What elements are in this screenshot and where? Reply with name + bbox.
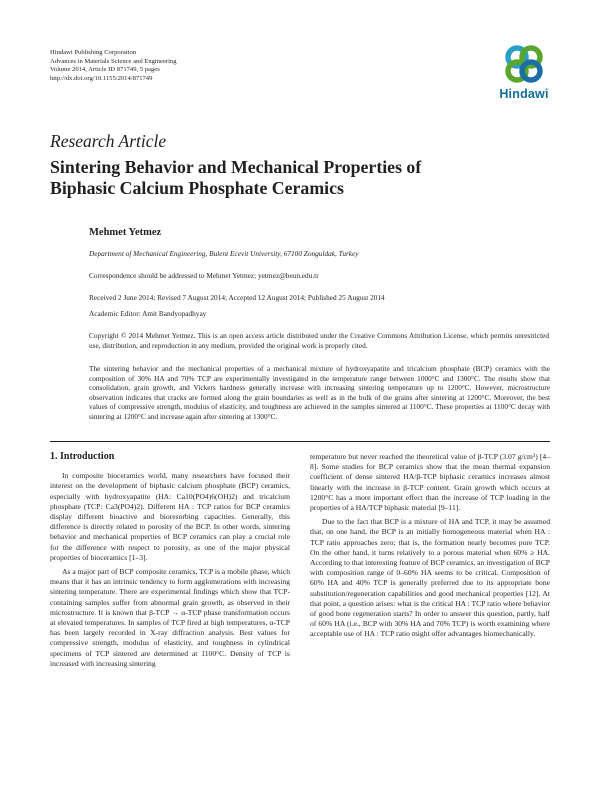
- right-column: [310, 452, 550, 640]
- affiliation: Department of Mechanical Engineering, Bulent Ecevit University, 67100 Zonguldak, Turkey: [89, 249, 359, 258]
- title-line-1: Sintering Behavior and Mechanical Properties of: [50, 157, 422, 177]
- volume-info: Volume 2014, Article ID 871749, 5 pages: [50, 66, 160, 74]
- doi-link[interactable]: http://dx.doi.org/10.1155/2014/871749: [50, 74, 153, 82]
- publisher-name: Hindawi Publishing Corporation: [50, 49, 137, 56]
- paragraph: As a major part of BCP composite ceramics, TCP is a mobile phase, which means that it has an intrinsic tendency to form agglomerations with increasing sintering temperature. There are experimental findings which show that TCP-containing samples suffer from abnormal grain growth, as observed in their microstructure. It is known that β-TCP → α-TCP phase transformation occurs at elevated temperatures. In samples of TCP fired at high temperatures, α-TCP has been largely recorded in X-ray diffraction analysis. Best values for compressive strength, modulus of elasticity, and toughness in cylindrical specimens of TCP sintered are determined at 1100°C. Density of TCP is increased with increasing sintering: [50, 567, 290, 668]
- publication-dates: Received 2 June 2014; Revised 7 August 2014; Accepted 12 August 2014; Published 25 August 2014: [89, 293, 385, 302]
- paragraph: temperature but never reached the theoretical value of β-TCP (3.07 g/cm³) [4–8]. Some studies for BCP ceramics show that the mean thermal expansion coefficient of dense sintered HA/β-TCP biphasic ceramics increases almost linearly with the increase in β-TCP content. Grain growth which occurs at 1200°C has a more important effect than the increase of TCP loading in the properties of a HA/TCP biphasic material [9–11].: [310, 452, 550, 513]
- journal-info: [50, 49, 390, 83]
- hindawi-logo-icon: [500, 42, 548, 86]
- paragraph: In composite bioceramics world, many researchers have focused their interest on the development of biphasic calcium phosphate (BCP) ceramics, especially with hydroxyapatite (HA: Ca10(PO4)6(OH)2) and tricalcium phosphate (TCP: Ca3(PO4)2). Different HA : TCP ratios for BCP ceramics display different bioactive and bioresorbing capacities. Generally, this difference is directly related to porosity of the BCP. In other words, sintering behavior and mechanical properties of BCP ceramics can play a crucial role for the difference with respect to porosity, as one of the major physical properties of bioceramics [1–3].: [50, 471, 290, 562]
- section-heading: 1. Introduction: [50, 451, 115, 462]
- abstract: The sintering behavior and the mechanical properties of a mechanical mixture of hydroxyapatite and tricalcium phosphate (BCP) ceramics with the composition of 30% HA and 70% TCP are experimentally investigated in the temperature range between 1000°C and 1300°C. The results show that consolidation, grain growth, and Vickers hardness generally increase with increasing sintering temperature up to 1200°C. However, microstructure observation indicates that cracks are formed along the grain boundaries as well as in the bulk of the grains after sintering at 1200°C. Moreover, the best values of compressive strength, modulus of elasticity, and toughness are achieved in the samples sintered at 1100°C. These properties at 1100°C decay with sintering at 1200°C and increase again after sintering at 1300°C.: [89, 364, 550, 421]
- journal-name: Advances in Materials Science and Engineering: [50, 57, 177, 65]
- paragraph: Due to the fact that BCP is a mixture of HA and TCP, it may be assumed that, on one hand, the BCP is an initially homogeneous material when HA : TCP ratio approaches zero; that is, the formation nearly becomes pure TCP. On the other hand, it turns relatively to a porous material when 60% ≥ HA. According to that interesting feature of BCP ceramics, an investigation of BCP with composition range of 0–60% HA seems to be critical. Composition of 60% HA and 40% TCP is generally preferred due to its appropriate bone substitution/regeneration capabilities and good mechanical properties [12]. At that point, a question arises: what is the critical HA : TCP ratio where behavior of good bone regeneration starts? In order to answer this question, partly, half of 60% HA (i.e., BCP with 30% HA and 70% TCP) is worth examining where acceptable use of HA : TCP ratio might offer advantages biomechanically.: [310, 517, 550, 639]
- hindawi-logo-text: Hindawi: [499, 87, 549, 101]
- left-column: [50, 452, 290, 669]
- divider: [50, 441, 550, 442]
- correspondence: Correspondence should be addressed to Mehmet Yetmez; yetmez@beun.edu.tr: [89, 271, 319, 280]
- author-name: Mehmet Yetmez: [89, 227, 162, 238]
- title-line-2: Biphasic Calcium Phosphate Ceramics: [50, 178, 344, 198]
- article-type: Research Article: [50, 131, 167, 151]
- copyright-notice: Copyright © 2014 Mehmet Yetmez. This is an open access article distributed under the Creative Commons Attribution License, which permits unrestricted use, distribution, and reproduction in any medium, provided the original work is properly cited.: [89, 331, 549, 350]
- article-title: [50, 157, 570, 199]
- hindawi-logo[interactable]: [496, 42, 552, 104]
- academic-editor: Academic Editor: Amit Bandyopadhyay: [89, 309, 207, 318]
